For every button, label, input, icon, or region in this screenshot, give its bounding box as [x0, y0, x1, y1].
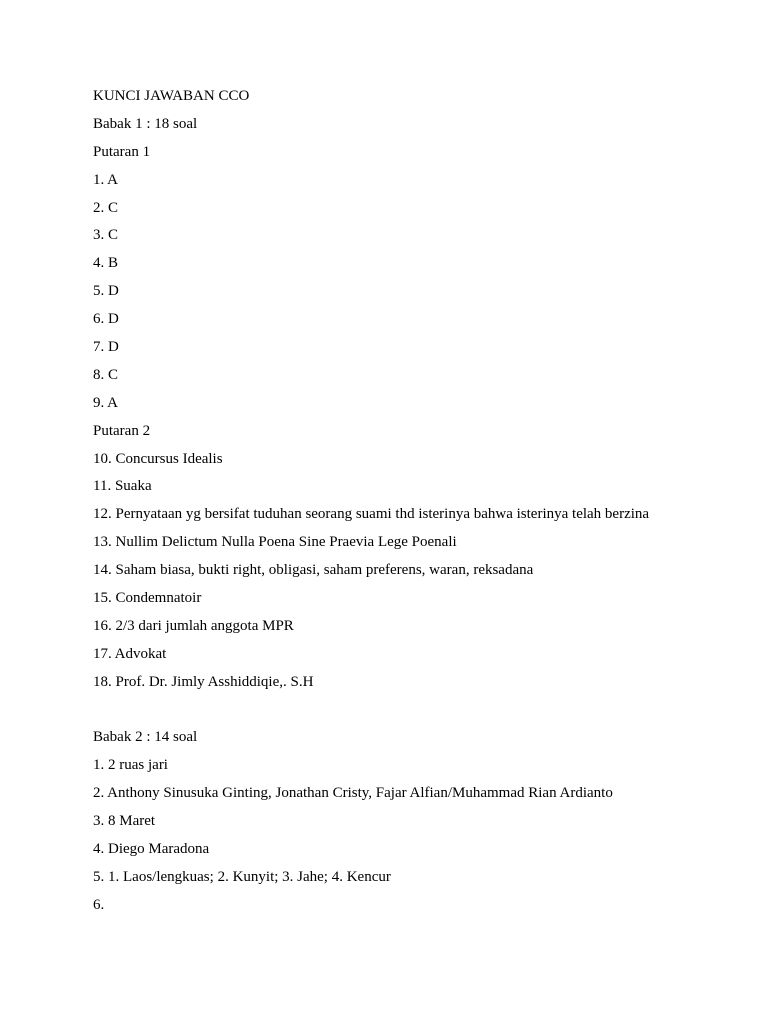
- document-title: KUNCI JAWABAN CCO: [93, 88, 250, 104]
- answer-item: 14. Saham biasa, bukti right, obligasi, saham preferens, waran, reksadana: [93, 562, 534, 579]
- round1-part1-heading: Putaran 1: [93, 143, 151, 160]
- answer-item: 17. Advokat: [93, 645, 167, 662]
- answer-item: 7. D: [93, 339, 119, 356]
- answer-item: 3. C: [93, 227, 119, 244]
- answer-item: 5. D: [93, 283, 119, 300]
- answer-item: 11. Suaka: [93, 478, 152, 495]
- document-body: [93, 86, 733, 923]
- answer-item: 4. B: [93, 255, 119, 272]
- answer-item: 6.: [93, 896, 105, 913]
- answer-item: 6. D: [93, 311, 119, 328]
- section-spacer: [93, 700, 733, 728]
- round1-part2-heading: Putaran 2: [93, 422, 151, 439]
- answer-item: 13. Nullim Delictum Nulla Poena Sine Praevia Lege Poenali: [93, 534, 457, 551]
- round2-heading: Babak 2 : 14 soal: [93, 729, 198, 746]
- answer-item: 2. C: [93, 199, 119, 216]
- answer-item: 8. C: [93, 366, 119, 383]
- answer-item: 10. Concursus Idealis: [93, 450, 223, 467]
- answer-item: 18. Prof. Dr. Jimly Asshiddiqie,. S.H: [93, 673, 314, 690]
- answer-item: 5. 1. Laos/lengkuas; 2. Kunyit; 3. Jahe; 4. Kencur: [93, 868, 391, 885]
- answer-item: 1. 2 ruas jari: [93, 757, 168, 774]
- answer-item: 12. Pernyataan yg bersifat tuduhan seorang suami thd isterinya bahwa isterinya telah berzina: [93, 506, 650, 523]
- round1-heading: Babak 1 : 18 soal: [93, 115, 198, 132]
- answer-item: 3. 8 Maret: [93, 813, 156, 830]
- answer-item: 4. Diego Maradona: [93, 841, 210, 858]
- answer-item: 1. A: [93, 171, 119, 188]
- answer-item: 9. A: [93, 394, 119, 411]
- answer-item: 2. Anthony Sinusuka Ginting, Jonathan Cristy, Fajar Alfian/Muhammad Rian Ardianto: [93, 785, 613, 802]
- answer-item: 16. 2/3 dari jumlah anggota MPR: [93, 617, 294, 634]
- answer-item: 15. Condemnatoir: [93, 590, 202, 607]
